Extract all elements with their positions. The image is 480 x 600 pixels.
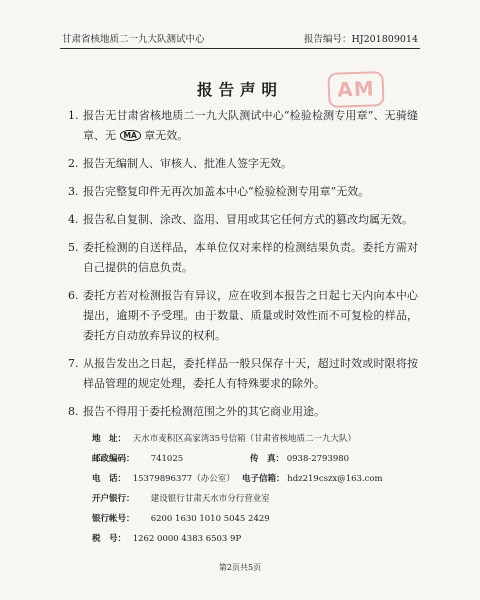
statement-text: 报告不得用于委托检测范围之外的其它商业用途。 (83, 405, 325, 418)
address-row (92, 430, 432, 450)
fax-field (250, 450, 349, 468)
statement-number: 5. (68, 241, 79, 254)
statement-text-tail: 章无效。 (144, 129, 189, 142)
header-report-number: 报告编号：HJ201809014 (304, 34, 418, 45)
cma-mark-icon: MA (120, 130, 141, 141)
statement-number: 8. (68, 405, 79, 418)
statement-item (68, 154, 418, 174)
statement-text: 报告无编制人、审核人、批准人签字无效。 (83, 157, 292, 170)
statement-number: 3. (68, 185, 79, 198)
statement-number: 4. (68, 213, 79, 226)
bank-row (92, 490, 432, 510)
statement-text: 报告私自复制、涂改、盗用、冒用或其它任何方式的篡改均属无效。 (83, 213, 413, 226)
account-value: 6200 1630 1010 5045 2429 (150, 514, 270, 524)
header-organization: 甘肃省核地质二一九大队测试中心 (62, 34, 205, 45)
page-header (62, 31, 418, 47)
page-title: 报告声明 (196, 80, 283, 99)
statement-item (68, 286, 418, 346)
statement-item (68, 210, 418, 230)
postcode-fax-row (92, 450, 432, 470)
address-label: 地 址： (92, 434, 127, 444)
statement-text: 报告完整复印件无再次加盖本中心“检验检测专用章”无效。 (83, 185, 370, 198)
email-label: 电子信箱： (242, 474, 285, 484)
phone-email-row (92, 470, 432, 490)
statement-number: 1. (68, 109, 79, 122)
phone-value: 15379896377（办公室） (132, 474, 235, 484)
statement-text: 委托检测的自送样品，本单位仅对来样的检测结果负责。委托方需对自己提供的信息负责。 (83, 241, 418, 274)
statement-text: 从报告发出之日起，委托样品一般只保存十天，超过时效或时限将按样品管理的规定处理，委托人有特殊要求的除外。 (83, 357, 418, 390)
postcode-value: 741025 (150, 454, 184, 464)
bank-label: 开户银行： (92, 494, 135, 504)
account-row (92, 510, 432, 530)
statement-item (68, 402, 418, 422)
postcode-label: 邮政编码： (92, 454, 135, 464)
page-number: 第2页共5页 (218, 563, 262, 572)
statement-number: 7. (68, 357, 79, 370)
fax-label: 传 真： (250, 454, 285, 464)
statement-number: 2. (68, 157, 79, 170)
statement-number: 6. (68, 289, 79, 302)
bank-value: 建设银行甘肃天水市分行营业室 (150, 494, 270, 504)
tax-label: 税 号： (92, 534, 127, 544)
header-divider (60, 48, 420, 49)
statement-item (68, 238, 418, 278)
email-value: hdz219cszx@163.com (287, 474, 383, 484)
tax-value: 1262 0000 4383 6503 9P (132, 534, 242, 544)
statement-item (68, 106, 418, 146)
statement-text: 报告无甘肃省核地质二一九大队测试中心“检验检测专用章”、无骑缝章、无 (83, 109, 418, 142)
fax-value: 0938-2793980 (286, 454, 350, 464)
tax-row (92, 530, 432, 550)
account-label: 银行帐号： (92, 514, 135, 524)
cma-stamp-seal: AM (327, 71, 384, 108)
address-value: 天水市麦积区高家湾35号信箱（甘肃省核地质二一九大队） (132, 434, 357, 444)
phone-label: 电 话： (92, 474, 127, 484)
contact-info (92, 430, 432, 550)
statement-item (68, 354, 418, 394)
statement-text: 委托方若对检测报告有异议，应在收到本报告之日起七天内向本中心提出，逾期不予受理。由于数量、质量或时效性而不可复检的样品，委托方自动放弃异议的权利。 (83, 289, 418, 342)
email-field (242, 470, 383, 488)
statement-list (68, 106, 418, 430)
statement-item (68, 182, 418, 202)
